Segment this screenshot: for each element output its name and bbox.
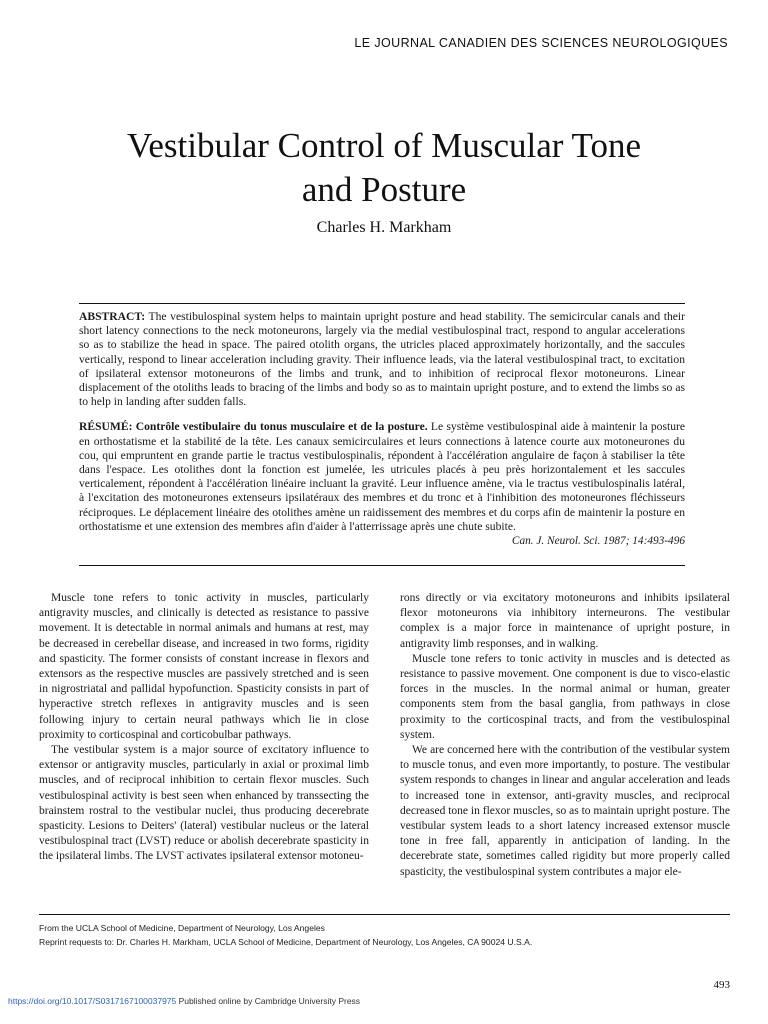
doi-link[interactable]: https://doi.org/10.1017/S0317167100037975 [8, 996, 177, 1006]
footnotes [39, 922, 739, 949]
reprint-note: Reprint requests to: Dr. Charles H. Markham, UCLA School of Medicine, Department of Neurology, Los Angeles, CA 90024 U.S.A. [39, 936, 533, 947]
journal-header: LE JOURNAL CANADIEN DES SCIENCES NEUROLOGIQUES [354, 36, 728, 50]
doi-suffix: Published online by Cambridge University Press [178, 996, 361, 1006]
body-paragraph: We are concerned here with the contribution of the vestibular system to muscle tonus, and even more importantly, to posture. The vestibular system responds to changes in linear and angular acceleration and leads to increased tone in extensor, anti-gravity muscles, and reciprocal decreased tone in flexor muscles, so as to maintain upright posture. The vestibular system leads to a short latency increased extensor muscle tone in free fall, apparently in anticipation of landing. In the decerebrate state, sometimes called rigidity but more properly called spasticity, the vestibulospinal system contributes a major ele- [400, 744, 730, 878]
abstract-label: ABSTRACT: [79, 310, 146, 323]
footnote-rule [39, 914, 730, 915]
citation: Can. J. Neurol. Sci. 1987; 14:493-496 [511, 535, 685, 548]
article-title-line-1: Vestibular Control of Muscular Tone [126, 126, 642, 165]
doi-line [8, 996, 360, 1006]
article-title-line-2: and Posture [301, 170, 467, 209]
body-column-right [400, 591, 730, 880]
body-column-left [39, 591, 369, 865]
abstract-english [79, 310, 685, 409]
page-number: 493 [713, 979, 730, 991]
abstract-text: The vestibulospinal system helps to maintain upright posture and head stability. The semicircular canals and their short latency connections to the neck motoneurons, largely via the medial vestibulospinal tract, respond to angular accelerations so as to stabilize the head in space. The paired otolith organs, the utricles placed approximately horizontally, and the saccules vertically, respond to linear acceleration including gravity. Their influence leads, via the lateral vestibulospinal tract, to excitation of ipsilateral extensor motoneurons of the limbs and trunk, and to inhibition of reciprocal flexor motoneurons. Linear displacement of the otoliths leads to bracing of the limbs and body so as to maintain upright posture, and to extend the limbs so as to help in landing after sudden falls. [79, 310, 685, 409]
affiliation-note: From the UCLA School of Medicine, Department of Neurology, Los Angeles [39, 923, 325, 933]
body-paragraph: Muscle tone refers to tonic activity in muscles, particularly antigravity muscles, and clinically is detected as resistance to passive movement. It is detectable in normal animals and humans at rest, may be decreased in cerebellar disease, and increased in two forms, rigidity and spasticity. The former consists of constant increase in flexors and extensors as the respective muscles are passively stretched and is seen in nigrostriatal and pallidal hypofunction. Spasticity consists in part of hyperactive stretch reflexes in antigravity muscles and is seen following injury to certain neural pathways which lie in close proximity to corticospinal and corticobulbar pathways. [39, 592, 369, 741]
article-title [0, 124, 768, 212]
abstract-bottom-rule [79, 565, 685, 566]
abstract-french [79, 420, 685, 534]
resume-text: Le système vestibulospinal aide à maintenir la posture en orthostatisme et la stabilité de la tête. Les canaux semicirculaires et leurs connections à latence courte aux motoneurones du cou, qui empruntent en grande partie le tractus vestibulospinalis, répondent à l'accélération angulaire de façon à stabiliser la tête dans l'espace. Les otolithes dont la fonction est jumelée, les utricules placés à peu près horizontalement et les saccules verticalement, répondent à l'accélération linéaire incluant la gravité. Leur influence amène, via le tractus vestibulospinalis latéral, à l'excitation des motoneurones extenseurs ipsilatéraux des membres et du tronc et à l'inhibition des motoneurones fléchisseurs réciproques. Le déplacement linéaire des otolithes amène un raidissement des membres et du corps afin de maintenir la posture en orthostatisme et une extension des membres afin d'aider à l'atterrissage après une chute subite. [79, 420, 685, 533]
author-name: Charles H. Markham [316, 219, 452, 236]
body-paragraph: Muscle tone refers to tonic activity in muscles and is detected as resistance to passive movement. One component is due to visco-elastic forces in the muscles. In the normal animal or human, greater components stem from the basal ganglia, from pathways in close proximity to the corticospinal tracts, and from the vestibulospinal system. [400, 652, 730, 741]
body-paragraph: rons directly or via excitatory motoneurons and inhibits ipsilateral flexor motoneurons via inhibitory interneurons. The vestibular complex is a major force in maintenance of upright posture, in antigravity limb responses, and in walking. [400, 592, 730, 650]
resume-title: Contrôle vestibulaire du tonus musculaire et de la posture. [135, 420, 428, 434]
body-paragraph: The vestibular system is a major source of excitatory influence to extensor or antigravity muscles, particularly in axial or proximal limb muscles, and of reciprocal inhibition to certain flexor muscles. Such vestibulospinal activity is best seen when enhanced by transsecting the brainstem rostral to the vestibular nuclei, thus producing decerebrate spasticity. Lesions to Deiters' (lateral) vestibular nucleus or the lateral vestibulospinal tract (LVST) reduce or abolish decerebrate spasticity in the ipsilateral limbs. The LVST activates ipsilateral extensor motoneu- [39, 744, 369, 863]
abstract-block [79, 310, 685, 548]
resume-label: RÉSUMÉ: [79, 420, 133, 434]
abstract-top-rule [79, 303, 685, 304]
